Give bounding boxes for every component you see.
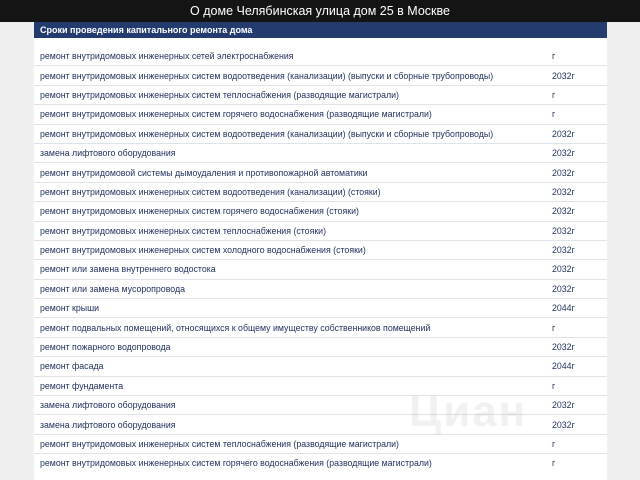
table-row — [34, 143, 607, 162]
repair-year: 2032г — [552, 264, 575, 275]
repair-year: 2044г — [552, 303, 575, 314]
repair-year: г — [552, 89, 556, 100]
repair-work-name: ремонт внутридомовых инженерных систем теплоснабжения (разводящие магистрали) — [40, 439, 399, 449]
repair-year: г — [552, 458, 556, 469]
repair-work-name: ремонт внутридомовых инженерных систем горячего водоснабжения (разводящие магистрали) — [40, 109, 432, 120]
section-header: Сроки проведения капитального ремонта дома — [34, 22, 607, 38]
repair-year: 2044г — [552, 361, 575, 372]
repair-work-name: ремонт внутридомовых инженерных систем водоотведения (канализации) (выпуски и сборные трубопроводы) — [40, 70, 494, 81]
repair-work-name: ремонт внутридомовых инженерных систем водоотведения (канализации) (выпуски и сборные трубопроводы) — [40, 128, 494, 139]
table-row — [34, 46, 607, 65]
table-row — [34, 337, 607, 356]
table-row — [34, 104, 607, 123]
repair-year: 2032г — [552, 225, 575, 236]
table-row — [34, 182, 607, 201]
repair-year: 2032г — [552, 283, 575, 294]
repair-year: г — [552, 322, 556, 333]
repair-year: 2032г — [552, 245, 575, 256]
table-row — [34, 65, 607, 84]
table-row — [34, 240, 607, 259]
repair-work-name: ремонт внутридомовых инженерных систем теплоснабжения (стояки) — [40, 225, 327, 236]
table-row — [34, 356, 607, 375]
right-margin — [607, 22, 640, 480]
repair-year: г — [552, 50, 556, 61]
repair-work-name: ремонт внутридомовых инженерных систем горячего водоснабжения (стояки) — [40, 206, 359, 217]
table-row — [34, 453, 607, 472]
repair-year: 2032г — [552, 186, 575, 197]
table-row — [34, 124, 607, 143]
repair-work-name: ремонт или замена внутреннего водостока — [40, 264, 216, 275]
repair-work-name: ремонт внутридомовых инженерных систем теплоснабжения (разводящие магистрали) — [40, 89, 399, 100]
repair-year: 2032г — [552, 206, 575, 217]
video-title-bar — [0, 0, 640, 22]
repair-work-name: ремонт или замена мусоропровода — [40, 283, 185, 294]
repair-work-name: ремонт крыши — [40, 303, 100, 314]
repair-year: 2032г — [552, 419, 575, 430]
repair-year: г — [552, 439, 556, 449]
repair-year: 2032г — [552, 167, 575, 178]
page-title: О доме Челябинская улица дом 25 в Москве — [190, 4, 450, 18]
table-row — [34, 221, 607, 240]
table-row — [34, 259, 607, 278]
repair-work-name: замена лифтового оборудования — [40, 148, 176, 159]
table-row — [34, 279, 607, 298]
repair-year: 2032г — [552, 128, 575, 139]
table-row — [34, 201, 607, 220]
repair-work-name: ремонт подвальных помещений, относящихся к общему имуществу собственников помещений — [40, 322, 431, 333]
repair-work-name: ремонт внутридомовой системы дымоудаления и противопожарной автоматики — [40, 167, 368, 178]
table-row — [34, 317, 607, 336]
repair-work-name: ремонт внутридомовых инженерных сетей электроснабжения — [40, 50, 294, 61]
repair-year: 2032г — [552, 400, 575, 411]
repair-year: г — [552, 380, 556, 391]
header-spacer — [34, 38, 607, 46]
repair-work-name: ремонт фасада — [40, 361, 104, 372]
repair-work-name: замена лифтового оборудования — [40, 419, 176, 430]
table-row — [34, 298, 607, 317]
repair-work-name: ремонт внутридомовых инженерных систем водоотведения (канализации) (стояки) — [40, 186, 381, 197]
table-row — [34, 85, 607, 104]
repair-work-name: замена лифтового оборудования — [40, 400, 176, 411]
table-row — [34, 162, 607, 181]
repair-year: г — [552, 109, 556, 120]
repair-work-name: ремонт фундамента — [40, 380, 124, 391]
repair-work-name: ремонт пожарного водопровода — [40, 342, 171, 353]
watermark: Циан — [409, 387, 528, 436]
repair-year: 2032г — [552, 148, 575, 159]
repair-work-name: ремонт внутридомовых инженерных систем горячего водоснабжения (разводящие магистрали) — [40, 458, 432, 469]
repair-year: 2032г — [552, 70, 575, 81]
repair-year: 2032г — [552, 342, 575, 353]
repair-work-name: ремонт внутридомовых инженерных систем холодного водоснабжения (стояки) — [40, 245, 366, 256]
left-margin — [0, 22, 34, 480]
capital-repair-panel — [34, 22, 607, 480]
